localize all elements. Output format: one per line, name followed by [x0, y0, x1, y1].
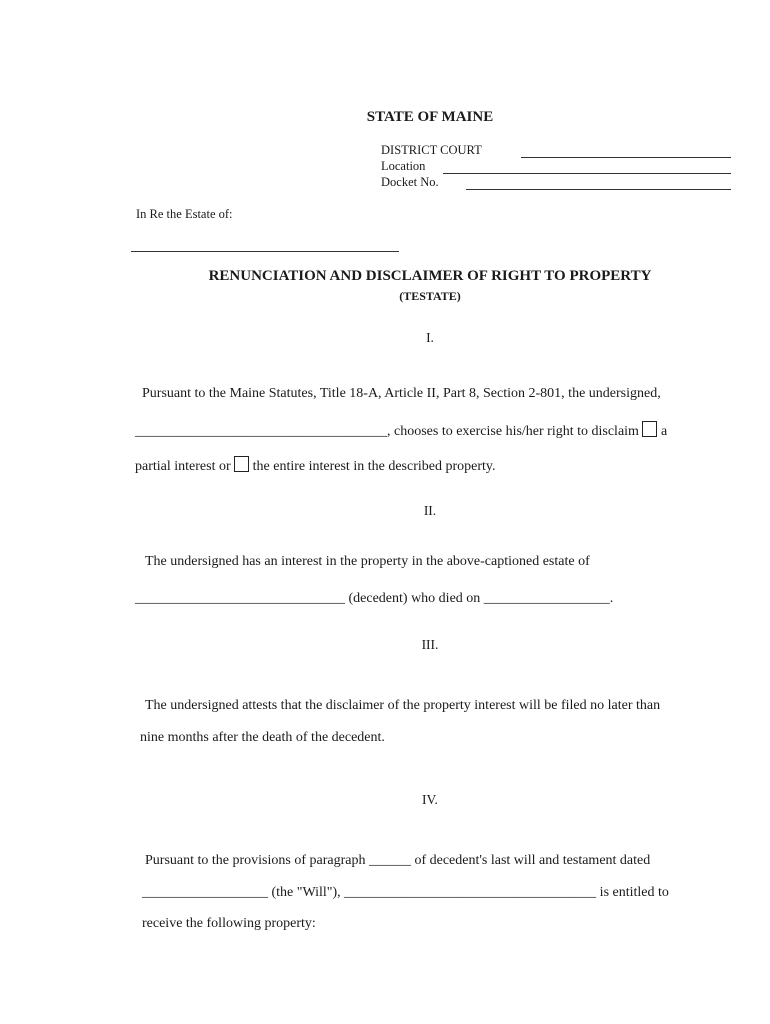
section-2-line-1: The undersigned has an interest in the property in the above-captioned estate of	[145, 554, 590, 569]
section-2-numeral: II.	[423, 503, 437, 518]
estate-label: In Re the Estate of:	[136, 207, 233, 221]
section-1-numeral: I.	[426, 330, 434, 345]
section-1-line-2	[135, 421, 667, 440]
section-1-line-1: Pursuant to the Maine Statutes, Title 18-A, Article II, Part 8, Section 2-801, the undersigned,	[142, 386, 661, 401]
location-field[interactable]	[443, 173, 731, 174]
estate-name-field[interactable]	[131, 251, 399, 252]
section-4-line-3: receive the following property:	[142, 916, 316, 931]
section-4-line-2: __________________ (the "Will"), ____________________________________ is entitled to	[142, 885, 669, 900]
section-3-line-2: nine months after the death of the decedent.	[140, 730, 385, 745]
section-3-numeral: III.	[421, 637, 439, 652]
disclaim-a-text: a	[660, 424, 668, 439]
section-4-numeral: IV.	[422, 792, 438, 807]
partial-interest-text: partial interest or	[135, 459, 231, 474]
docket-field[interactable]	[466, 189, 731, 190]
state-heading: STATE OF MAINE	[366, 109, 494, 125]
district-court-label: DISTRICT COURT	[381, 143, 482, 157]
entire-interest-checkbox[interactable]	[234, 456, 249, 472]
district-court-field[interactable]	[521, 157, 731, 158]
section-3-line-1: The undersigned attests that the disclaimer of the property interest will be filed no later than	[145, 698, 661, 713]
entire-interest-text: the entire interest in the described property.	[252, 459, 496, 474]
section-1-line-3	[135, 456, 495, 475]
docket-label: Docket No.	[381, 175, 439, 189]
document-subtitle: (TESTATE)	[399, 289, 461, 303]
section-2-line-2: ______________________________ (decedent) who died on __________________.	[135, 591, 614, 606]
document-title: RENUNCIATION AND DISCLAIMER OF RIGHT TO PROPERTY	[208, 268, 652, 284]
disclaim-text: , chooses to exercise his/her right to disclaim	[387, 424, 639, 439]
partial-interest-checkbox[interactable]	[642, 421, 657, 437]
location-label: Location	[381, 159, 426, 173]
disclaimant-name-field[interactable]: ____________________________________	[135, 424, 387, 439]
section-4-line-1: Pursuant to the provisions of paragraph ______ of decedent's last will and testament dated	[145, 853, 651, 868]
